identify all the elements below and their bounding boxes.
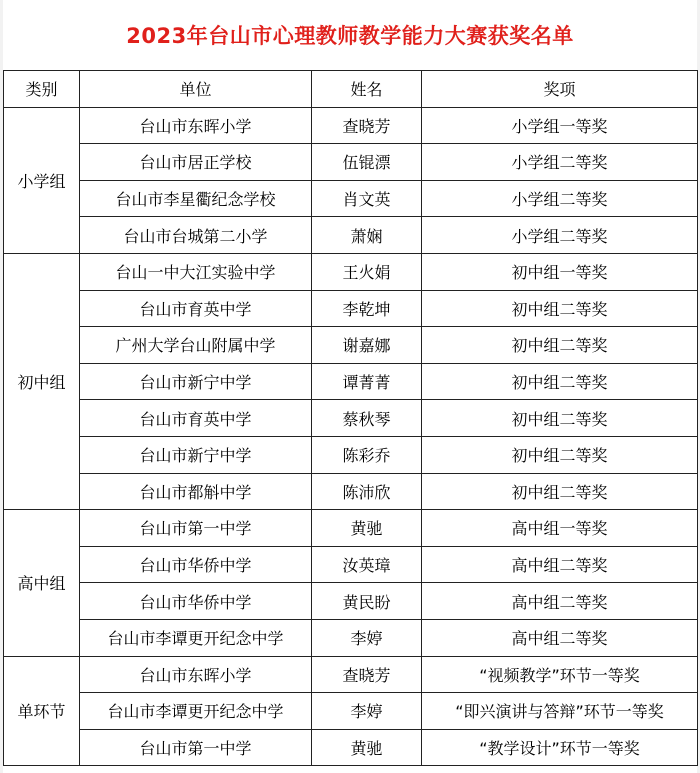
unit-cell: 台山市育英中学	[80, 400, 312, 437]
table-body	[4, 107, 698, 766]
table-row	[4, 656, 698, 693]
table-row	[4, 619, 698, 656]
header-name: 姓名	[312, 71, 422, 108]
award-cell: “即兴演讲与答辩”环节一等奖	[422, 693, 698, 730]
name-cell: 李婷	[312, 619, 422, 656]
award-table	[3, 70, 698, 766]
table-row	[4, 729, 698, 766]
name-cell: 黄驰	[312, 510, 422, 547]
award-cell: 高中组二等奖	[422, 583, 698, 620]
award-cell: 初中组一等奖	[422, 253, 698, 290]
table-row	[4, 290, 698, 327]
name-cell: 王火娟	[312, 253, 422, 290]
table-row	[4, 400, 698, 437]
unit-cell: 台山市台城第二小学	[80, 217, 312, 254]
unit-cell: 台山市新宁中学	[80, 436, 312, 473]
table-header-row	[4, 71, 698, 108]
table-row	[4, 217, 698, 254]
unit-cell: 台山市第一中学	[80, 510, 312, 547]
header-award: 奖项	[422, 71, 698, 108]
table-row	[4, 144, 698, 181]
category-cell: 单环节	[4, 656, 80, 766]
name-cell: 李婷	[312, 693, 422, 730]
award-cell: 初中组二等奖	[422, 327, 698, 364]
name-cell: 谢嘉娜	[312, 327, 422, 364]
unit-cell: 台山市东晖小学	[80, 107, 312, 144]
name-cell: 陈彩乔	[312, 436, 422, 473]
category-cell: 小学组	[4, 107, 80, 253]
table-row	[4, 436, 698, 473]
award-cell: 初中组二等奖	[422, 363, 698, 400]
table-row	[4, 473, 698, 510]
name-cell: 查晓芳	[312, 107, 422, 144]
name-cell: 伍锟漂	[312, 144, 422, 181]
page-title: 2023年台山市心理教师教学能力大赛获奖名单	[126, 24, 574, 48]
award-cell: 小学组二等奖	[422, 180, 698, 217]
header-category: 类别	[4, 71, 80, 108]
unit-cell: 台山市东晖小学	[80, 656, 312, 693]
unit-cell: 台山一中大江实验中学	[80, 253, 312, 290]
award-cell: 高中组二等奖	[422, 546, 698, 583]
unit-cell: 台山市都斛中学	[80, 473, 312, 510]
name-cell: 肖文英	[312, 180, 422, 217]
unit-cell: 台山市居正学校	[80, 144, 312, 181]
award-cell: 高中组二等奖	[422, 619, 698, 656]
unit-cell: 台山市李星衢纪念学校	[80, 180, 312, 217]
name-cell: 蔡秋琴	[312, 400, 422, 437]
unit-cell: 台山市华侨中学	[80, 583, 312, 620]
unit-cell: 台山市华侨中学	[80, 546, 312, 583]
unit-cell: 台山市李谭更开纪念中学	[80, 693, 312, 730]
award-cell: 初中组二等奖	[422, 473, 698, 510]
table-row	[4, 327, 698, 364]
table-row	[4, 253, 698, 290]
table-row	[4, 363, 698, 400]
name-cell: 黄民盼	[312, 583, 422, 620]
award-cell: “教学设计”环节一等奖	[422, 729, 698, 766]
award-cell: 小学组一等奖	[422, 107, 698, 144]
award-cell: 高中组一等奖	[422, 510, 698, 547]
name-cell: 陈沛欣	[312, 473, 422, 510]
header-unit: 单位	[80, 71, 312, 108]
unit-cell: 台山市育英中学	[80, 290, 312, 327]
award-cell: 初中组二等奖	[422, 436, 698, 473]
unit-cell: 台山市新宁中学	[80, 363, 312, 400]
name-cell: 查晓芳	[312, 656, 422, 693]
table-row	[4, 583, 698, 620]
unit-cell: 广州大学台山附属中学	[80, 327, 312, 364]
unit-cell: 台山市第一中学	[80, 729, 312, 766]
name-cell: 谭菁菁	[312, 363, 422, 400]
category-cell: 初中组	[4, 253, 80, 509]
table-row	[4, 180, 698, 217]
name-cell: 黄驰	[312, 729, 422, 766]
award-cell: 小学组二等奖	[422, 144, 698, 181]
name-cell: 李乾坤	[312, 290, 422, 327]
award-cell: “视频教学”环节一等奖	[422, 656, 698, 693]
name-cell: 萧娴	[312, 217, 422, 254]
table-row	[4, 693, 698, 730]
award-cell: 初中组二等奖	[422, 290, 698, 327]
award-cell: 小学组二等奖	[422, 217, 698, 254]
name-cell: 汝英璋	[312, 546, 422, 583]
category-cell: 高中组	[4, 510, 80, 656]
table-row	[4, 107, 698, 144]
table-row	[4, 546, 698, 583]
award-cell: 初中组二等奖	[422, 400, 698, 437]
table-row	[4, 510, 698, 547]
unit-cell: 台山市李谭更开纪念中学	[80, 619, 312, 656]
